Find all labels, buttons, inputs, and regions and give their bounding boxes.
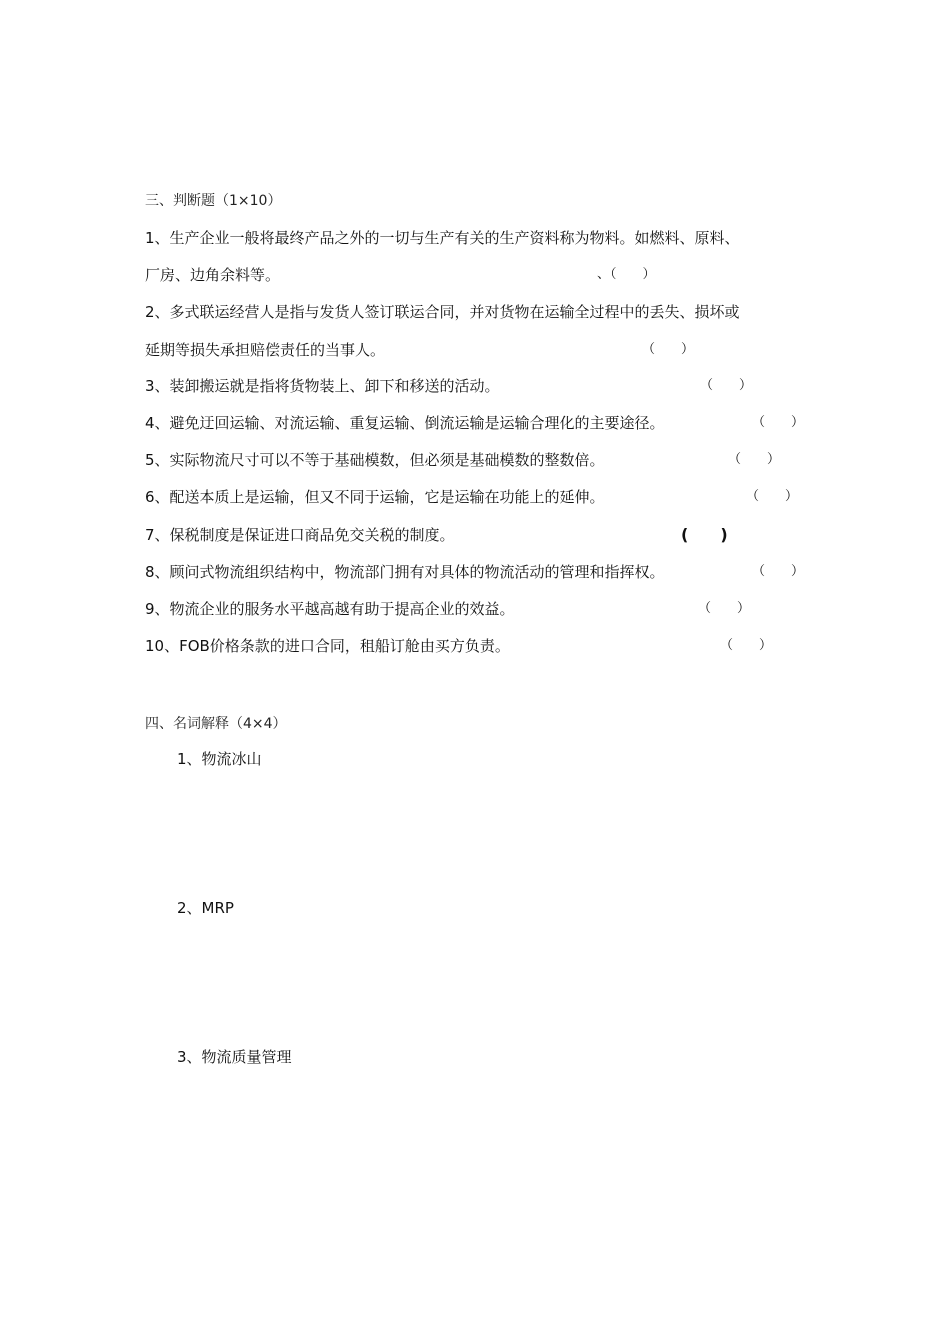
section-heading-term-explanation: 四、名词解释（4×4） [145,716,287,732]
term-3: 3、物流质量管理 [177,1048,292,1066]
question-8: 8、顾问式物流组织结构中，物流部门拥有对具体的物流活动的管理和指挥权。 [145,563,665,581]
answer-bracket-5[interactable]: （ ） [728,452,781,467]
answer-bracket-9[interactable]: （ ） [698,601,751,616]
question-2-line-1: 2、多式联运经营人是指与发货人签订联运合同，并对货物在运输全过程中的丢失、损坏或 [145,303,740,321]
term-2: 2、MRP [177,899,234,917]
answer-bracket-8[interactable]: （ ） [752,564,805,579]
answer-bracket-2[interactable]: （ ） [642,342,695,357]
section-heading-true-false: 三、判断题（1×10） [145,193,282,209]
question-10: 10、FOB价格条款的进口合同，租船订舱由买方负责。 [145,637,510,655]
answer-bracket-6[interactable]: （ ） [746,489,799,504]
question-1-line-1: 1、生产企业一般将最终产品之外的一切与生产有关的生产资料称为物料。如燃料、原料、 [145,229,740,247]
question-1-line-2: 厂房、边角余料等。 [145,266,281,284]
term-1: 1、物流冰山 [177,750,262,768]
question-7: 7、保税制度是保证进口商品免交关税的制度。 [145,526,455,544]
answer-bracket-1[interactable]: 、（ ） [597,267,656,282]
question-6: 6、配送本质上是运输，但又不同于运输，它是运输在功能上的延伸。 [145,488,605,506]
answer-bracket-7[interactable]: ( ) [681,525,728,544]
question-4: 4、避免迂回运输、对流运输、重复运输、倒流运输是运输合理化的主要途径。 [145,414,665,432]
answer-bracket-10[interactable]: （ ） [720,638,773,653]
question-5: 5、实际物流尺寸可以不等于基础模数，但必须是基础模数的整数倍。 [145,451,605,469]
question-9: 9、物流企业的服务水平越高越有助于提高企业的效益。 [145,600,515,618]
question-2-line-2: 延期等损失承担赔偿责任的当事人。 [145,341,386,359]
question-3: 3、装卸搬运就是指将货物装上、卸下和移送的活动。 [145,377,500,395]
answer-bracket-3[interactable]: （ ） [700,378,753,393]
answer-bracket-4[interactable]: （ ） [752,415,805,430]
